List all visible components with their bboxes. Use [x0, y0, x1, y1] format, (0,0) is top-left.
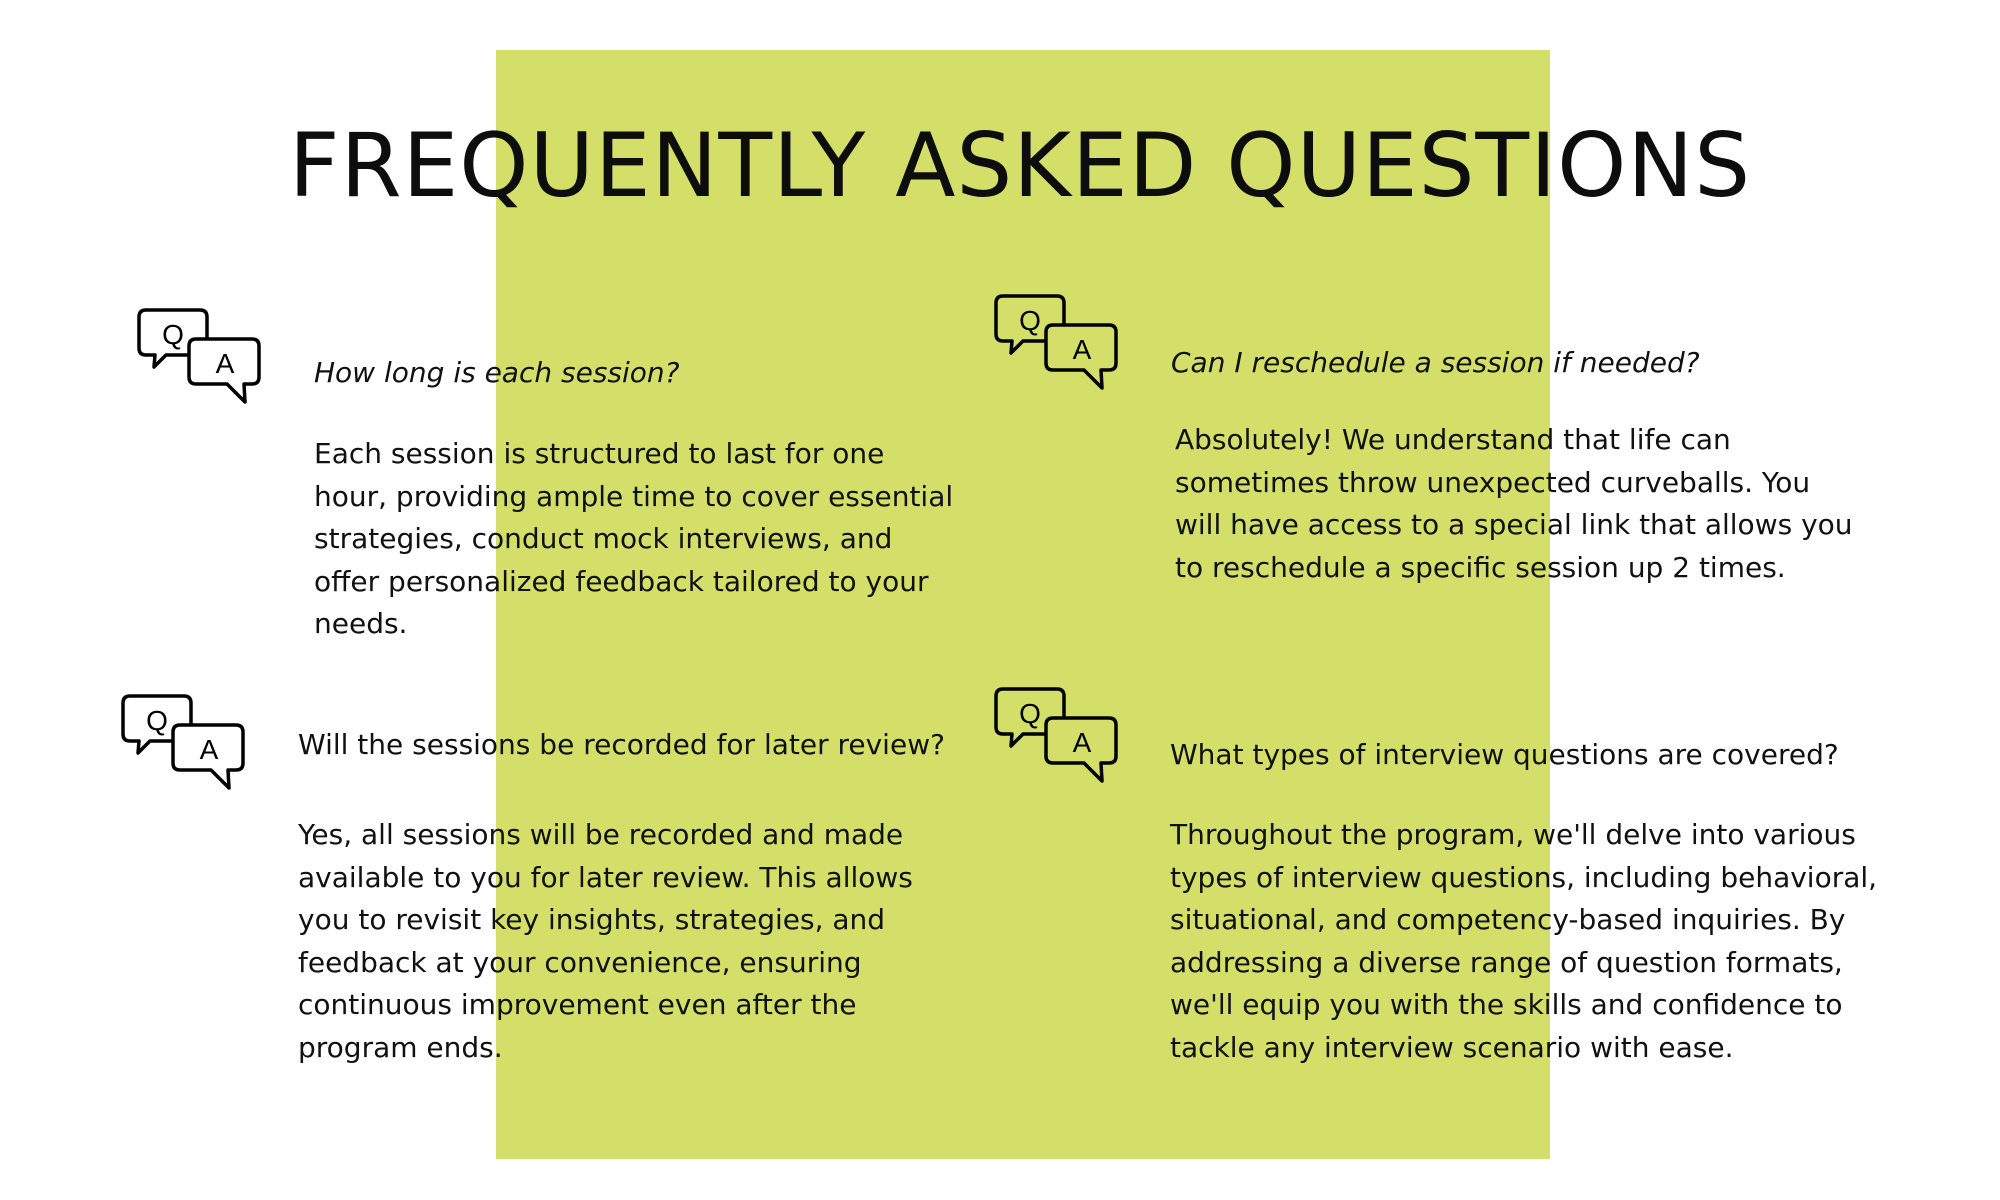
qa-icon-q: Q	[1019, 698, 1041, 729]
qa-icon-a: A	[1072, 727, 1092, 758]
faq-question: Will the sessions be recorded for later review?	[298, 728, 945, 761]
qa-speech-bubbles-icon	[993, 685, 1123, 787]
page-title: FREQUENTLY ASKED QUESTIONS	[288, 114, 1752, 217]
faq-answer: Yes, all sessions will be recorded and made available to you for later review. This allows you to revisit key insights, strategies, and feedback at your convenience, ensuring continuous improvement even after the program ends.	[298, 818, 913, 1064]
qa-icon-q: Q	[1019, 305, 1041, 336]
faq-question: How long is each session?	[314, 356, 680, 389]
qa-icon-q: Q	[146, 705, 168, 736]
qa-speech-bubbles-icon	[136, 306, 266, 408]
faq-question: Can I reschedule a session if needed?	[1171, 346, 1700, 379]
qa-icon-q: Q	[162, 319, 184, 350]
qa-icon-a: A	[215, 348, 235, 379]
faq-question: What types of interview questions are covered?	[1170, 738, 1839, 771]
faq-answer: Throughout the program, we'll delve into various types of interview questions, including behavioral, situational, and competency-based inquiries. By addressing a diverse range of question formats, we'll equip you with the skills and confidence to tackle any interview scenario with ease.	[1170, 818, 1878, 1064]
faq-answer: Absolutely! We understand that life can sometimes throw unexpected curveballs. You will have access to a special link that allows you to reschedule a specific session up 2 times.	[1175, 423, 1853, 584]
qa-speech-bubbles-icon	[993, 292, 1123, 394]
faq-answer: Each session is structured to last for one hour, providing ample time to cover essential strategies, conduct mock interviews, and offer personalized feedback tailored to your needs.	[314, 437, 954, 640]
qa-icon-a: A	[1072, 334, 1092, 365]
qa-speech-bubbles-icon	[120, 692, 250, 794]
qa-icon-a: A	[199, 734, 219, 765]
